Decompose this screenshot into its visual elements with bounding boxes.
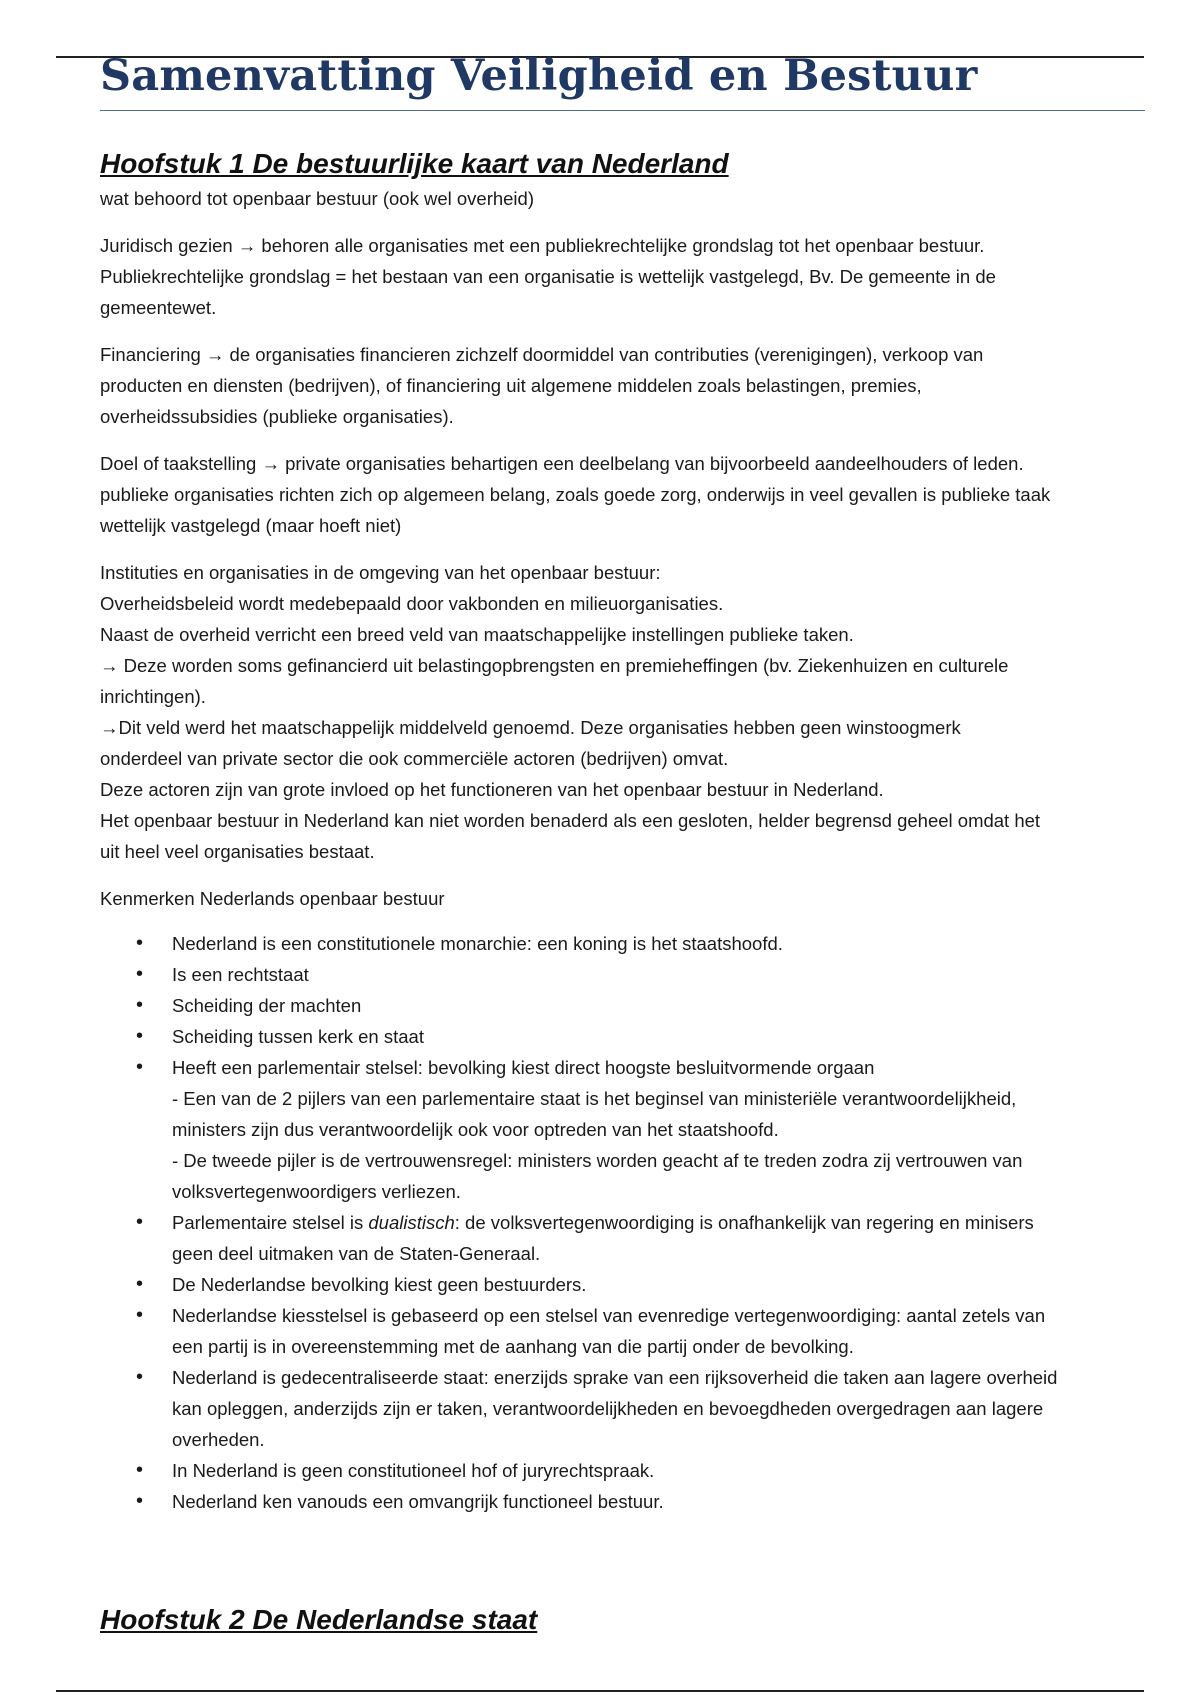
paragraph-line: uit heel veel organisaties bestaat.: [100, 841, 375, 862]
list-item-text: • Heeft een parlementair stelsel: bevolking kiest direct hoogste besluitvormende orgaan: [172, 1057, 875, 1078]
paragraph-line: Doel of taakstelling → private organisaties behartigen een deelbelang van bijvoorbeeld aandeelhouders of leden.: [100, 453, 1024, 474]
list-item: [100, 1455, 1145, 1486]
list-item-text: Scheiding der machten: [172, 995, 362, 1016]
paragraph-line: Instituties en organisaties in de omgeving van het openbaar bestuur:: [100, 562, 661, 583]
paragraph-line: wettelijk vastgelegd (maar hoeft niet): [100, 515, 402, 536]
list-item-subline: - De tweede pijler is de vertrouwensregel: ministers worden geacht af te treden zodra zij vertrouwen van: [172, 1150, 1023, 1171]
list-item-text: De Nederlandse bevolking kiest geen bestuurders.: [172, 1274, 587, 1295]
paragraph-line: gemeentewet.: [100, 297, 217, 318]
paragraph-line: →Dit veld werd het maatschappelijk middelveld genoemd. Deze organisaties hebben geen winstoogmerk: [100, 717, 961, 738]
list-item-text: : de volksvertegenwoordiging is onafhankelijk van regering en minisers: [454, 1212, 1034, 1233]
paragraph-financiering: [100, 339, 1145, 432]
document-title: Samenvatting Veiligheid en Bestuur: [100, 48, 1145, 111]
paragraph-line: Overheidsbeleid wordt medebepaald door vakbonden en milieuorganisaties.: [100, 593, 724, 614]
list-item-text: Nederland is een constitutionele monarchie: een koning is het staatshoofd.: [172, 933, 783, 954]
list-item-text: Parlementaire stelsel is: [172, 1212, 369, 1233]
list-item: [100, 1300, 1145, 1362]
paragraph-line: → Deze worden soms gefinancierd uit belastingopbrengsten en premieheffingen (bv. Ziekenhuizen en culturele: [100, 655, 1009, 676]
list-item-text: Scheiding tussen kerk en staat: [172, 1026, 424, 1047]
chapter-2-heading: Hoofstuk 2 De Nederlandse staat: [100, 1604, 538, 1635]
list-item: [100, 928, 1145, 959]
list-item: [100, 1052, 1145, 1207]
paragraph-line: overheidssubsidies (publieke organisaties).: [100, 406, 454, 427]
paragraph-line: publieke organisaties richten zich op algemeen belang, zoals goede zorg, onderwijs in veel gevallen is publieke taak: [100, 484, 1051, 505]
list-item-text: Is een rechtstaat: [172, 964, 309, 985]
list-item-subline: geen deel uitmaken van de Staten-Generaal.: [172, 1243, 541, 1264]
kenmerken-heading: Kenmerken Nederlands openbaar bestuur: [100, 888, 445, 909]
list-item: [100, 1207, 1145, 1269]
paragraph-line: Juridisch gezien → behoren alle organisaties met een publiekrechtelijke grondslag tot het openbaar bestuur.: [100, 235, 985, 256]
list-item-subline: een partij is in overeenstemming met de aanhang van die partij onder de bevolking.: [172, 1336, 854, 1357]
paragraph-line: Naast de overheid verricht een breed veld van maatschappelijke instellingen publieke taken.: [100, 624, 854, 645]
paragraph-line: producten en diensten (bedrijven), of financiering uit algemene middelen zoals belastingen, premies,: [100, 375, 922, 396]
list-item: [100, 1269, 1145, 1300]
list-item-subline: overheden.: [172, 1429, 265, 1450]
paragraph-line: Publiekrechtelijke grondslag = het bestaan van een organisatie is wettelijk vastgelegd, Bv. De gemeente in de: [100, 266, 996, 287]
paragraph-line: inrichtingen).: [100, 686, 206, 707]
chapter-1-heading: Hoofstuk 1 De bestuurlijke kaart van Nederland: [100, 148, 729, 179]
list-item-subline: - Een van de 2 pijlers van een parlementaire staat is het beginsel van ministeriële verantwoordelijkheid,: [172, 1088, 1017, 1109]
document-page: [100, 48, 1145, 1637]
paragraph-line: Deze actoren zijn van grote invloed op het functioneren van het openbaar bestuur in Nederland.: [100, 779, 884, 800]
bottom-page-rule: [56, 1690, 1144, 1692]
paragraph-instituties: [100, 557, 1145, 867]
list-item-subline: kan opleggen, anderzijds zijn er taken, verantwoordelijkheden en bevoegdheden overgedragen aan lagere: [172, 1398, 1044, 1419]
chapter-1-intro: wat behoord tot openbaar bestuur (ook wel overheid): [100, 188, 534, 209]
list-item-subline: volksvertegenwoordigers verliezen.: [172, 1181, 461, 1202]
emphasis-text: dualistisch: [368, 1212, 455, 1233]
list-item-text: • Nederland is gedecentraliseerde staat: enerzijds sprake van een rijksoverheid die taken aan lagere overheid: [172, 1367, 1058, 1388]
list-item: [100, 1486, 1145, 1517]
list-item-subline: ministers zijn dus verantwoordelijk ook voor optreden van het staatshoofd.: [172, 1119, 779, 1140]
list-item-text: • Nederlandse kiesstelsel is gebaseerd op een stelsel van evenredige vertegenwoordiging: aantal zetels van: [172, 1305, 1046, 1326]
list-item: [100, 1362, 1145, 1455]
list-item-text: In Nederland is geen constitutioneel hof of juryrechtspraak.: [172, 1460, 655, 1481]
paragraph-doel: [100, 448, 1145, 541]
list-item: [100, 990, 1145, 1021]
paragraph-juridisch: [100, 230, 1145, 323]
paragraph-line: Het openbaar bestuur in Nederland kan niet worden benaderd als een gesloten, helder begrensd geheel omdat het: [100, 810, 1041, 831]
list-item-text: Nederland ken vanouds een omvangrijk functioneel bestuur.: [172, 1491, 664, 1512]
list-item: [100, 1021, 1145, 1052]
kenmerken-list: [100, 928, 1145, 1517]
list-item: [100, 959, 1145, 990]
paragraph-line: Financiering → de organisaties financieren zichzelf doormiddel van contributies (verenigingen), verkoop van: [100, 344, 984, 365]
paragraph-line: onderdeel van private sector die ook commerciële actoren (bedrijven) omvat.: [100, 748, 729, 769]
